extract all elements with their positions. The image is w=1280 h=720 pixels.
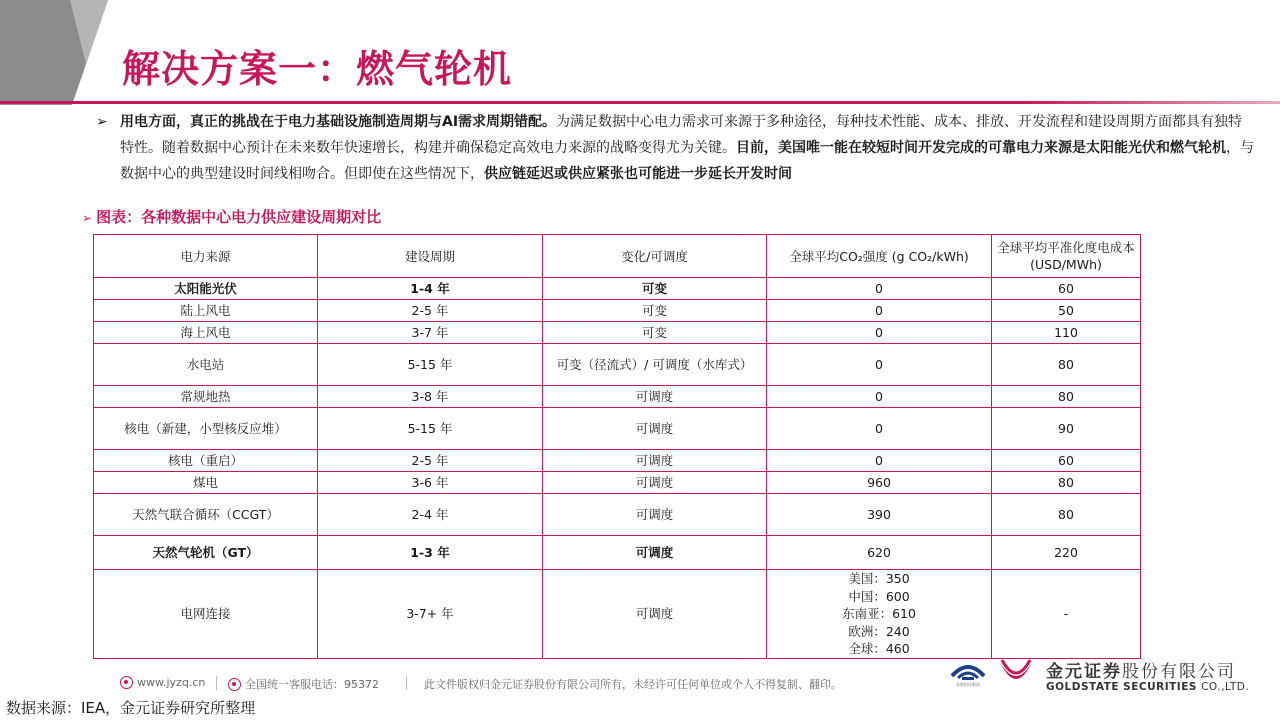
cell-source: 常规地热 xyxy=(94,386,318,408)
cell-source: 太阳能光伏 xyxy=(94,278,318,300)
cell-period: 3-7 年 xyxy=(318,322,543,344)
cell-source: 核电（新建，小型核反应堆） xyxy=(94,408,318,450)
bullet-segment: 用电方面，真正的挑战在于电力基础设施制造周期与AI需求周期错配。 xyxy=(120,114,557,130)
cell-cost: 60 xyxy=(992,450,1141,472)
header-cost: 全球平均平准化度电成本 (USD/MWh) xyxy=(992,235,1141,278)
cell-period: 5-15 年 xyxy=(318,408,543,450)
cell-co2: 0 xyxy=(767,386,992,408)
cell-co2: 0 xyxy=(767,278,992,300)
cell-source: 天然气联合循环（CCGT） xyxy=(94,494,318,536)
cell-cost: 80 xyxy=(992,494,1141,536)
cell-dispatch: 可调度 xyxy=(543,570,767,659)
header-dispatch: 变化/可调度 xyxy=(543,235,767,278)
cell-cost: 90 xyxy=(992,408,1141,450)
table-body xyxy=(94,278,1141,659)
title-rule xyxy=(0,101,1280,104)
cell-source: 水电站 xyxy=(94,344,318,386)
company-name-en: GOLDSTATE SECURITIES CO.,LTD. xyxy=(1046,681,1250,693)
table-row xyxy=(94,278,1141,300)
cell-dispatch: 可调度 xyxy=(543,494,767,536)
cell-period: 1-4 年 xyxy=(318,278,543,300)
bullet-arrow-icon: ➢ xyxy=(96,114,108,130)
cell-dispatch: 可变（径流式）/ 可调度（水库式） xyxy=(543,344,767,386)
cell-dispatch: 可调度 xyxy=(543,450,767,472)
footer-copyright: 此文件版权归金元证券股份有限公司所有，未经许可任何单位或个人不得复制、翻印。 xyxy=(424,678,842,691)
header-period: 建设周期 xyxy=(318,235,543,278)
bullet-segment: 为满足数据中心电力需求可来源于多种途径，每种技术性能、成本、排放、开发流程和建设周期方面都具有独特特性。随着数据中心预计在未来数年快速增长，构建并确保稳定高效电力来源的战略变得尤为关键。 xyxy=(120,114,1243,156)
cell-source: 核电（重启） xyxy=(94,450,318,472)
co2-region-value: 东南亚：610 xyxy=(842,606,916,621)
cell-co2: 390 xyxy=(767,494,992,536)
cell-period: 2-5 年 xyxy=(318,300,543,322)
co2-region-value: 美国：350 xyxy=(848,571,910,586)
bullet-segment: 目前，美国唯一能在较短时间开发完成的可靠电力来源是太阳能光伏和燃气轮机 xyxy=(736,140,1226,156)
cell-co2: 0 xyxy=(767,300,992,322)
company-name-cn: 金元证券股份有限公司 xyxy=(1046,662,1236,682)
cell-dispatch: 可调度 xyxy=(543,408,767,450)
co2-region-value: 欧洲：240 xyxy=(848,623,910,639)
chart-title-arrow-icon: ➢ xyxy=(82,211,93,225)
page-title: 解决方案一：燃气轮机 xyxy=(122,47,513,91)
table-row xyxy=(94,300,1141,322)
goldstate-logo-icon xyxy=(996,656,1036,692)
cell-period: 5-15 年 xyxy=(318,344,543,386)
cell-period: 3-7+ 年 xyxy=(318,570,543,659)
bullet-segment: 供应链延迟或供应紧张也可能进一步延长开发时间 xyxy=(484,166,792,182)
chart-title xyxy=(82,206,381,227)
cell-source: 海上风电 xyxy=(94,322,318,344)
cell-dispatch: 可调度 xyxy=(543,472,767,494)
cell-cost: 220 xyxy=(992,536,1141,570)
table-row xyxy=(94,322,1141,344)
power-supply-table xyxy=(93,234,1141,659)
cell-dispatch: 可调度 xyxy=(543,386,767,408)
cell-co2: 0 xyxy=(767,450,992,472)
cell-dispatch: 可变 xyxy=(543,322,767,344)
cell-co2: 620 xyxy=(767,536,992,570)
table-row xyxy=(94,494,1141,536)
cell-source: 天然气轮机（GT） xyxy=(94,536,318,570)
airport-group-logo-text: 首都机场集团 xyxy=(956,682,980,687)
table-row xyxy=(94,570,1141,659)
bullet-text xyxy=(120,109,1256,187)
footer-divider xyxy=(216,676,217,690)
cell-cost: 110 xyxy=(992,322,1141,344)
cell-dispatch: 可变 xyxy=(543,278,767,300)
table-row xyxy=(94,408,1141,450)
cell-co2: 960 xyxy=(767,472,992,494)
cell-co2: 0 xyxy=(767,344,992,386)
cell-period: 2-4 年 xyxy=(318,494,543,536)
table-row xyxy=(94,450,1141,472)
co2-region-value: 全球：460 xyxy=(848,641,910,656)
chart-title-text: 图表：各种数据中心电力供应建设周期对比 xyxy=(96,208,382,226)
header-co2: 全球平均CO₂强度 (g CO₂/kWh) xyxy=(767,235,992,278)
cell-cost: 60 xyxy=(992,278,1141,300)
globe-icon xyxy=(120,676,133,689)
table-row xyxy=(94,472,1141,494)
cell-cost: - xyxy=(992,570,1141,659)
bullet-segment: ，与数据中心的典型建设时间线相吻合。但即使在这些情况下， xyxy=(120,140,1254,182)
header-source: 电力来源 xyxy=(94,235,318,278)
phone-icon xyxy=(228,678,241,691)
cell-source: 电网连接 xyxy=(94,570,318,659)
data-source: 数据来源：IEA，金元证券研究所整理 xyxy=(6,699,256,717)
table-row xyxy=(94,536,1141,570)
bullet-paragraph xyxy=(96,109,1256,187)
cell-dispatch: 可调度 xyxy=(543,536,767,570)
cell-source: 煤电 xyxy=(94,472,318,494)
co2-region-value: 中国：600 xyxy=(848,588,910,604)
cell-period: 3-8 年 xyxy=(318,386,543,408)
cell-co2 xyxy=(767,570,992,659)
cell-dispatch: 可变 xyxy=(543,300,767,322)
cell-period: 3-6 年 xyxy=(318,472,543,494)
cell-co2: 0 xyxy=(767,322,992,344)
footer-hotline: 全国统一客服电话：95372 xyxy=(228,676,379,692)
cell-source: 陆上风电 xyxy=(94,300,318,322)
table-row xyxy=(94,344,1141,386)
corner-decoration xyxy=(0,0,120,105)
footer-divider xyxy=(406,676,407,690)
cell-cost: 50 xyxy=(992,300,1141,322)
table-header-row xyxy=(94,235,1141,278)
cell-period: 1-3 年 xyxy=(318,536,543,570)
cell-co2: 0 xyxy=(767,408,992,450)
cell-cost: 80 xyxy=(992,472,1141,494)
table-row xyxy=(94,386,1141,408)
cell-period: 2-5 年 xyxy=(318,450,543,472)
cell-cost: 80 xyxy=(992,386,1141,408)
cell-cost: 80 xyxy=(992,344,1141,386)
footer-website: www.jyzq.cn xyxy=(120,676,205,689)
